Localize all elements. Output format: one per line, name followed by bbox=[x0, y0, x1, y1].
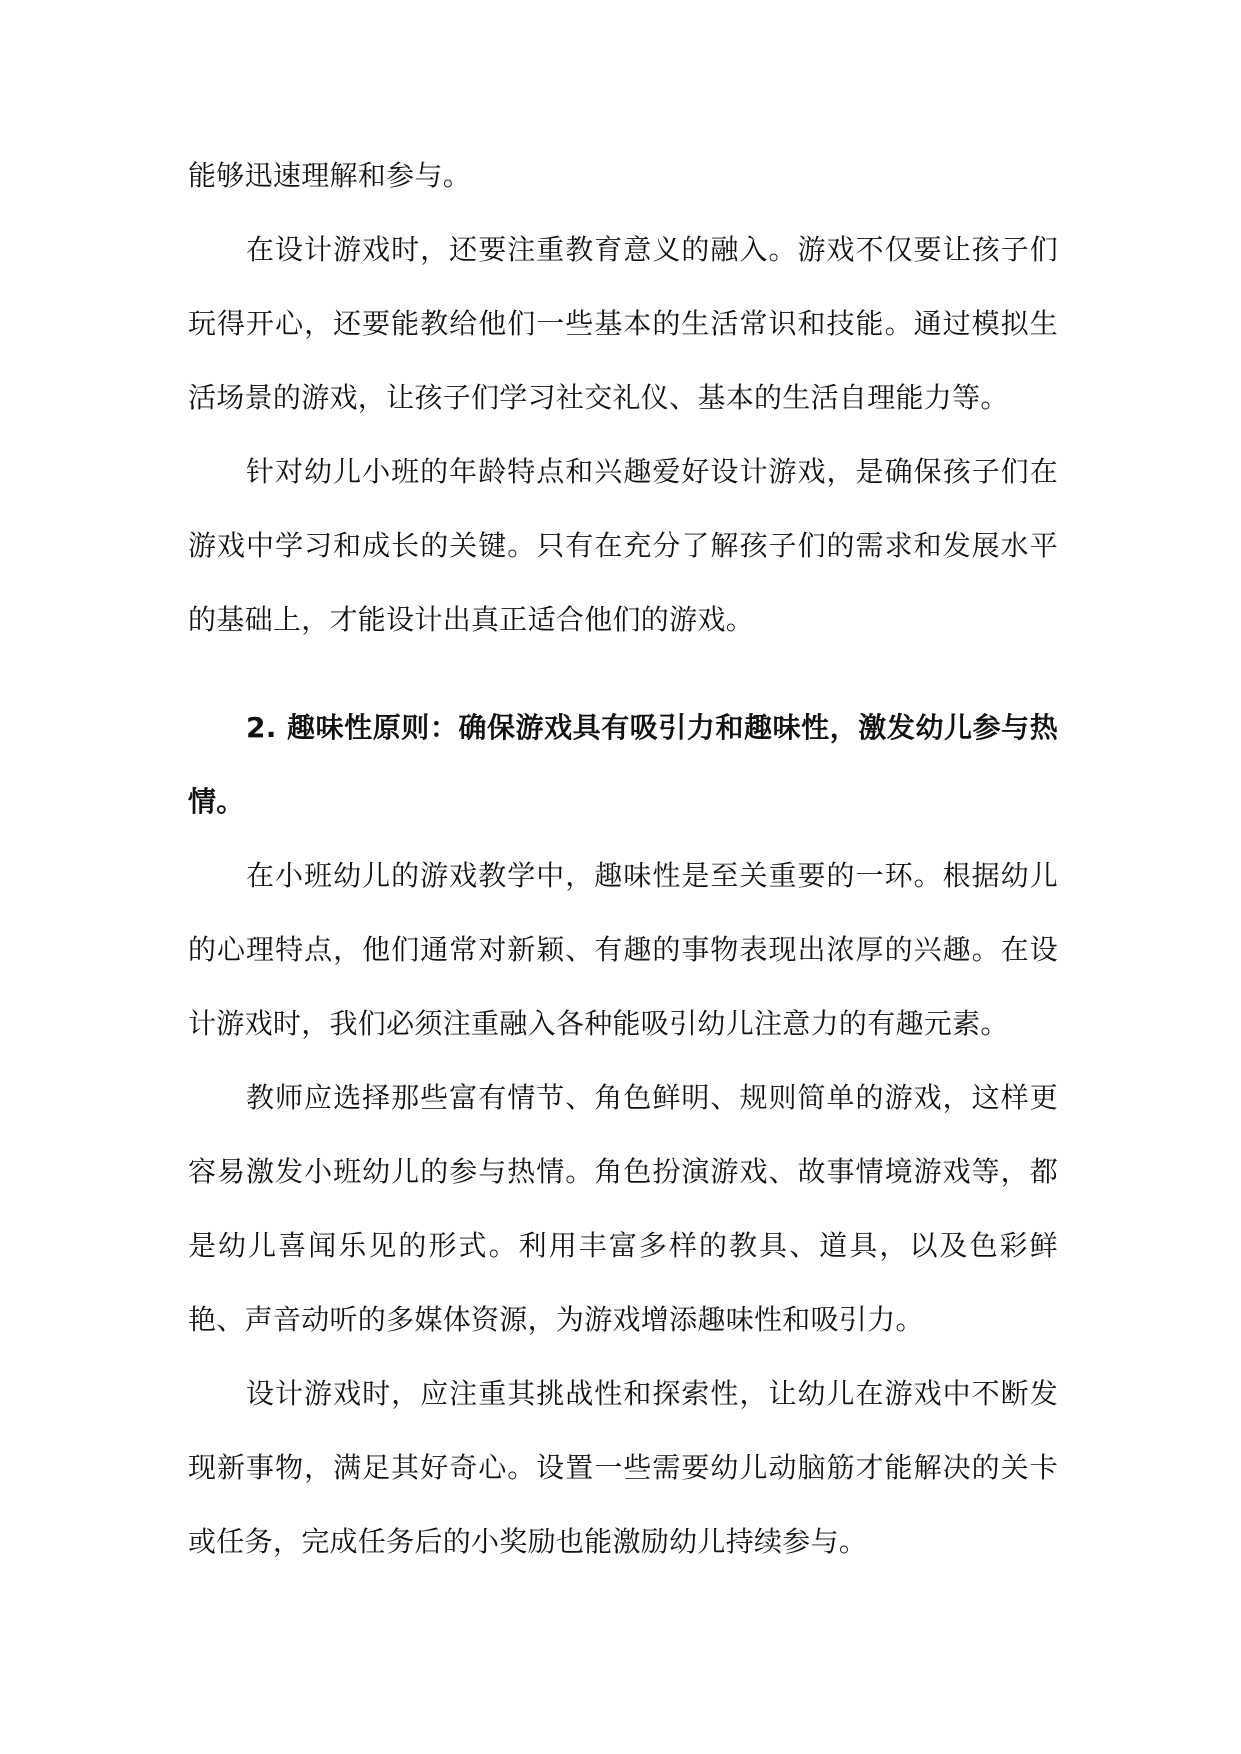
document-body bbox=[188, 139, 1058, 1579]
paragraph-education-meaning: 在设计游戏时，还要注重教育意义的融入。游戏不仅要让孩子们玩得开心，还要能教给他们一些基本的生活常识和技能。通过模拟生活场景的游戏，让孩子们学习社交礼仪、基本的生活自理能力等。 bbox=[188, 233, 1058, 414]
paragraph-fun-importance: 在小班幼儿的游戏教学中，趣味性是至关重要的一环。根据幼儿的心理特点，他们通常对新颖、有趣的事物表现出浓厚的兴趣。在设计游戏时，我们必须注重融入各种能吸引幼儿注意力的有趣元素。 bbox=[188, 859, 1058, 1040]
section-heading-fun-principle: 2. 趣味性原则：确保游戏具有吸引力和趣味性，激发幼儿参与热情。 bbox=[188, 711, 1058, 818]
paragraph-teacher-choice: 教师应选择那些富有情节、角色鲜明、规则简单的游戏，这样更容易激发小班幼儿的参与热情。角色扮演游戏、故事情境游戏等，都是幼儿喜闻乐见的形式。利用丰富多样的教具、道具，以及色彩鲜艳、声音动听的多媒体资源，为游戏增添趣味性和吸引力。 bbox=[188, 1081, 1058, 1336]
paragraph-age-characteristics: 针对幼儿小班的年龄特点和兴趣爱好设计游戏，是确保孩子们在游戏中学习和成长的关键。只有在充分了解孩子们的需求和发展水平的基础上，才能设计出真正适合他们的游戏。 bbox=[188, 455, 1058, 636]
paragraph-challenge-exploration: 设计游戏时，应注重其挑战性和探索性，让幼儿在游戏中不断发现新事物，满足其好奇心。设置一些需要幼儿动脑筋才能解决的关卡或任务，完成任务后的小奖励也能激励幼儿持续参与。 bbox=[188, 1377, 1058, 1558]
paragraph-continuation: 能够迅速理解和参与。 bbox=[188, 159, 472, 192]
